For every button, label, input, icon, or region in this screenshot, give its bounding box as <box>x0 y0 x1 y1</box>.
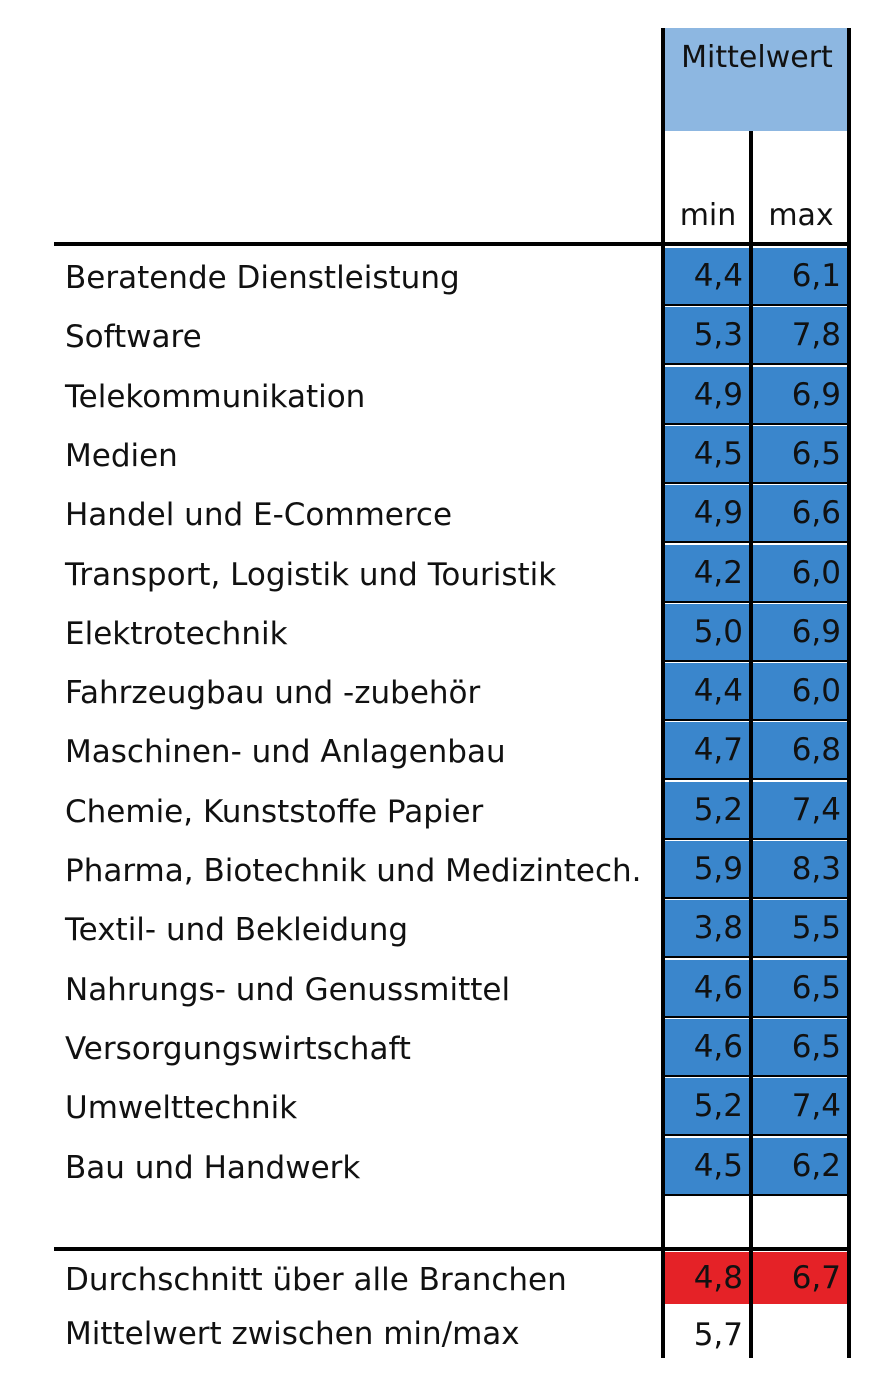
row-label: Beratende Dienstleistung <box>65 260 460 296</box>
cell-separator <box>663 482 849 484</box>
cell-separator <box>663 956 849 958</box>
row-min-value: 5,2 <box>665 782 751 838</box>
row-label: Telekommunikation <box>65 379 366 415</box>
cell-separator <box>663 304 849 306</box>
row-min-value: 3,8 <box>665 900 751 956</box>
row-min-value: 4,7 <box>665 722 751 778</box>
cell-separator <box>663 719 849 721</box>
max-column-header: max <box>768 198 834 233</box>
row-max-value: 7,4 <box>753 1078 849 1134</box>
cell-separator <box>663 897 849 899</box>
min-column-header: min <box>679 198 737 233</box>
row-label: Transport, Logistik und Touristik <box>65 557 557 593</box>
row-max-value: 5,5 <box>753 900 849 956</box>
column-rule-left <box>661 28 665 1358</box>
row-min-value: 5,2 <box>665 1078 751 1134</box>
row-max-value: 6,0 <box>753 663 849 719</box>
row-label: Textil- und Bekleidung <box>65 912 409 948</box>
header-title: Mittelwert <box>681 40 833 75</box>
cell-separator <box>663 541 849 543</box>
cell-separator <box>663 601 849 603</box>
row-min-value: 5,3 <box>665 307 751 363</box>
cell-separator <box>663 778 849 780</box>
row-max-value: 6,9 <box>753 604 849 660</box>
row-min-value: 4,6 <box>665 960 751 1016</box>
cell-separator <box>663 1134 849 1136</box>
header-rule <box>54 242 851 246</box>
row-max-value: 6,0 <box>753 545 849 601</box>
row-label: Elektrotechnik <box>65 616 288 652</box>
row-label: Pharma, Biotechnik und Medizintech. <box>65 853 642 889</box>
row-min-value: 5,9 <box>665 841 751 897</box>
row-min-value: 5,0 <box>665 604 751 660</box>
summary-rule <box>54 1247 851 1251</box>
average-min: 4,8 <box>665 1252 751 1304</box>
row-max-value: 6,5 <box>753 426 849 482</box>
average-max: 6,7 <box>753 1252 849 1304</box>
cell-separator <box>663 1016 849 1018</box>
row-label: Fahrzeugbau und -zubehör <box>65 675 481 711</box>
column-rule-right <box>847 28 851 1358</box>
row-max-value: 6,9 <box>753 367 849 423</box>
row-label: Maschinen- und Anlagenbau <box>65 734 506 770</box>
row-min-value: 4,4 <box>665 663 751 719</box>
row-min-value: 4,2 <box>665 545 751 601</box>
row-min-value: 4,5 <box>665 426 751 482</box>
row-label: Software <box>65 319 202 355</box>
row-max-value: 6,5 <box>753 1019 849 1075</box>
row-max-value: 6,8 <box>753 722 849 778</box>
row-max-value: 6,5 <box>753 960 849 1016</box>
cell-separator <box>663 363 849 365</box>
row-label: Umwelttechnik <box>65 1090 298 1126</box>
row-min-value: 4,4 <box>665 248 751 304</box>
row-max-value: 6,6 <box>753 485 849 541</box>
midpoint-label: Mittelwert zwischen min/max <box>65 1316 520 1352</box>
cell-separator <box>663 1194 849 1196</box>
row-max-value: 7,8 <box>753 307 849 363</box>
column-rule-middle <box>749 131 753 1358</box>
row-min-value: 4,9 <box>665 485 751 541</box>
row-max-value: 7,4 <box>753 782 849 838</box>
row-label: Bau und Handwerk <box>65 1150 361 1186</box>
row-min-value: 4,6 <box>665 1019 751 1075</box>
row-label: Versorgungswirtschaft <box>65 1031 411 1067</box>
cell-separator <box>663 423 849 425</box>
row-max-value: 6,1 <box>753 248 849 304</box>
row-label: Medien <box>65 438 178 474</box>
average-label: Durchschnitt über alle Branchen <box>65 1262 567 1298</box>
midpoint-value: 5,7 <box>693 1317 743 1353</box>
row-label: Chemie, Kunststoffe Papier <box>65 794 484 830</box>
cell-separator <box>663 660 849 662</box>
row-max-value: 6,2 <box>753 1138 849 1194</box>
cell-separator <box>663 1075 849 1077</box>
cell-separator <box>663 838 849 840</box>
row-max-value: 8,3 <box>753 841 849 897</box>
row-label: Nahrungs- und Genussmittel <box>65 972 511 1008</box>
row-min-value: 4,9 <box>665 367 751 423</box>
row-label: Handel und E-Commerce <box>65 497 453 533</box>
row-min-value: 4,5 <box>665 1138 751 1194</box>
